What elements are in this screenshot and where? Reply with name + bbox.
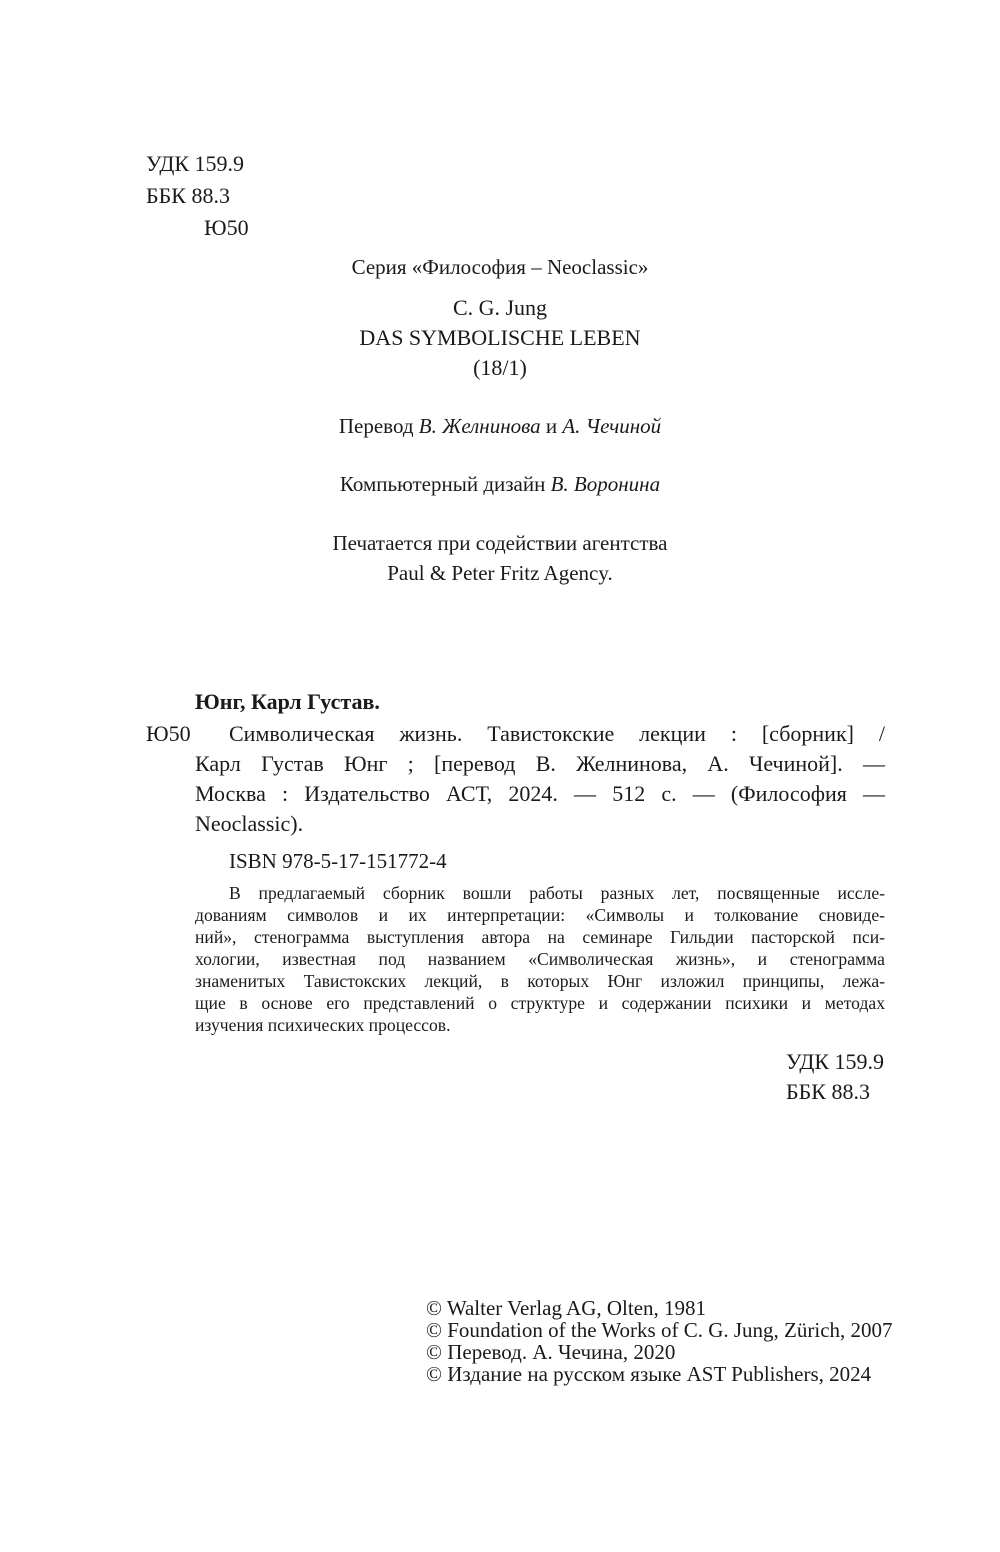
catalog-line: Карл Густав Юнг ; [перевод В. Желнинова, А. Чечиной]. — [195,751,885,776]
copyright-line: © Перевод. А. Чечина, 2020 [426,1340,676,1364]
catalog-line: Символическая жизнь. Тавистокские лекции : [сборник] / [229,721,885,746]
copyright-line: © Walter Verlag AG, Olten, 1981 [426,1296,707,1320]
original-title: DAS SYMBOLISCHE LEBEN [359,325,641,350]
design-line [0,471,1000,497]
translator-2: А. Чечиной [562,414,662,438]
abstract-line: ний», стенограмма выступления автора на семинаре Гильдии пасторской пси- [195,927,885,947]
catalog-line: Москва : Издательство АСТ, 2024. — 512 с. — (Философия — [195,781,885,806]
translator-1: В. Желнинова [418,414,541,438]
abstract-line: щие в основе его представлений о структуре и содержании психики и методах [195,993,885,1013]
copyright-line: © Издание на русском языке AST Publishers, 2024 [426,1362,872,1386]
translation-prefix: Перевод [338,414,414,438]
original-author: C. G. Jung [452,295,548,320]
udk-bottom: УДК 159.9 [786,1049,885,1074]
bbk-bottom: ББК 88.3 [786,1079,870,1104]
designer: В. Воронина [550,472,661,496]
agency-line-2: Paul & Peter Fritz Agency. [387,561,613,585]
udk-top: УДК 159.9 [146,151,245,176]
agency-line-1: Печатается при содействии агентства [332,531,668,555]
abstract-line: хологии, известная под названием «Символическая жизнь», и стенограмма [195,949,885,969]
abstract-line: В предлагаемый сборник вошли работы разных лет, посвященные иссле- [229,883,885,903]
copyright-line: © Foundation of the Works of C. G. Jung, Zürich, 2007 [426,1318,893,1342]
abstract-line: знаменитых Тавистокских лекций, в которых Юнг изложил принципы, лежа- [195,971,885,991]
translation-conj: и [545,414,558,438]
isbn: ISBN 978-5-17-151772-4 [229,849,447,873]
bbk-top: ББК 88.3 [146,183,230,208]
abstract-line: изучения психических процессов. [195,1015,451,1035]
catalog-mark: Ю50 [146,721,191,746]
series-line: Серия «Философия – Neoclassic» [351,255,649,279]
abstract-line: дованиям символов и их интерпретации: «Символы и толкование сновиде- [195,905,885,925]
catalog-heading: Юнг, Карл Густав. [195,689,380,714]
original-volume: (18/1) [473,355,527,380]
catalog-line: Neoclassic). [195,811,304,836]
design-prefix: Компьютерный дизайн [339,472,546,496]
translation-line [0,413,1000,439]
author-mark-top: Ю50 [204,215,249,240]
